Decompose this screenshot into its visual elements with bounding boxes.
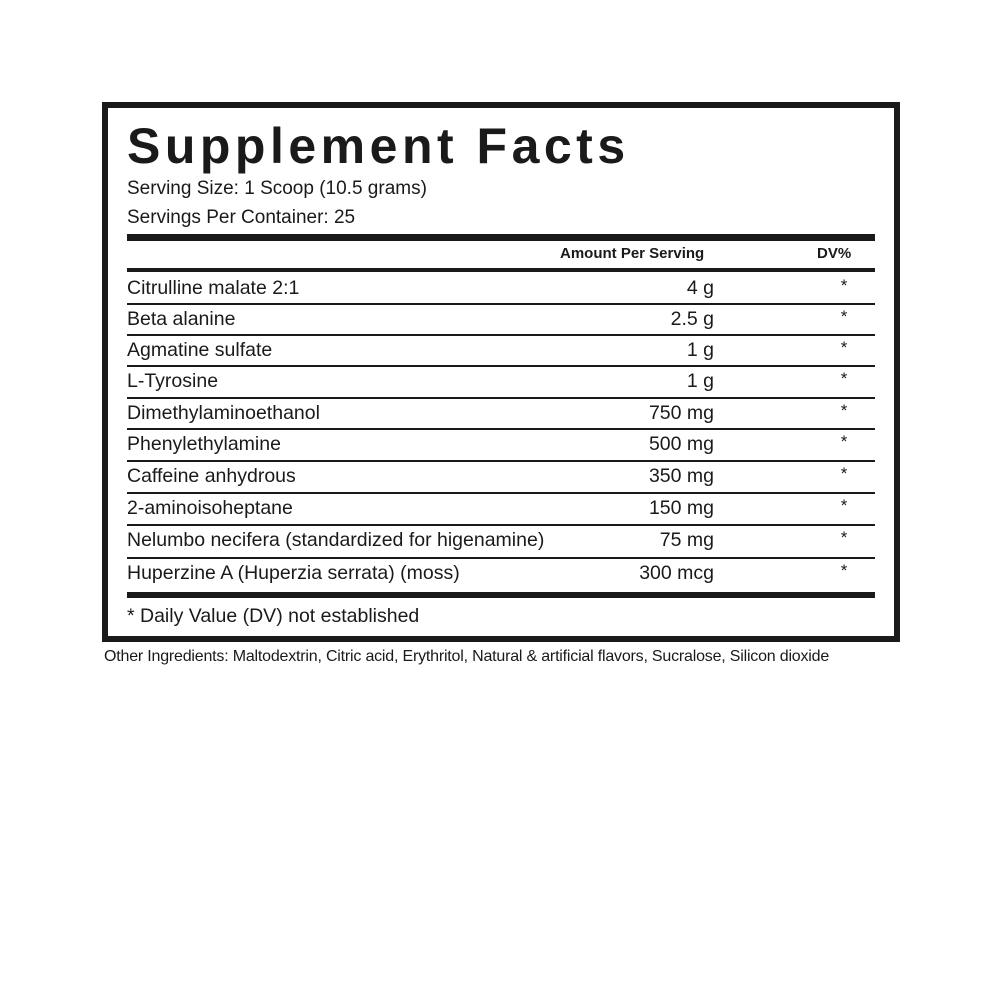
amount-per-serving-header: Amount Per Serving	[560, 245, 705, 262]
ingredient-amount: 1 g	[686, 370, 714, 392]
table-row	[108, 429, 894, 459]
table-row	[108, 335, 894, 365]
ingredient-amount: 150 mg	[648, 497, 714, 519]
ingredient-dv: *	[840, 369, 848, 388]
ingredient-dv: *	[840, 401, 848, 420]
divider-header	[127, 268, 875, 272]
ingredient-dv: *	[840, 276, 848, 295]
ingredient-name: Agmatine sulfate	[127, 339, 273, 361]
ingredient-amount: 300 mcg	[639, 562, 714, 584]
table-row	[108, 461, 894, 491]
divider-thick-bottom	[127, 592, 875, 598]
ingredient-name: 2-aminoisoheptane	[127, 497, 293, 519]
ingredient-name: Citrulline malate 2:1	[127, 277, 300, 299]
panel-title: Supplement Facts	[127, 118, 630, 174]
ingredient-amount: 500 mg	[648, 433, 714, 455]
other-ingredients: Other Ingredients: Maltodextrin, Citric acid, Erythritol, Natural & artificial flavors, Sucralose, Silicon dioxide	[104, 648, 830, 665]
ingredient-dv: *	[840, 432, 848, 451]
table-row	[108, 366, 894, 396]
ingredient-dv: *	[840, 464, 848, 483]
ingredient-name: Caffeine anhydrous	[127, 465, 296, 487]
ingredient-name: L-Tyrosine	[127, 370, 219, 392]
ingredient-name: Huperzine A (Huperzia serrata) (moss)	[127, 562, 460, 584]
divider-thick-top	[127, 234, 875, 241]
ingredient-dv: *	[840, 561, 848, 580]
supplement-facts-panel	[102, 102, 900, 642]
ingredient-name: Dimethylaminoethanol	[127, 402, 320, 424]
ingredient-dv: *	[840, 307, 848, 326]
ingredient-dv: *	[840, 496, 848, 515]
serving-size: Serving Size: 1 Scoop (10.5 grams)	[127, 178, 427, 199]
dv-footnote: * Daily Value (DV) not established	[127, 605, 420, 627]
table-row	[108, 525, 894, 555]
ingredient-amount: 2.5 g	[670, 308, 714, 330]
table-row	[108, 398, 894, 428]
table-row	[108, 493, 894, 523]
dv-header: DV%	[817, 245, 852, 262]
ingredient-amount: 75 mg	[659, 529, 714, 551]
table-row	[108, 558, 894, 588]
ingredient-amount: 1 g	[686, 339, 714, 361]
table-row	[108, 304, 894, 334]
ingredient-name: Beta alanine	[127, 308, 236, 330]
ingredient-name: Phenylethylamine	[127, 433, 281, 455]
ingredient-dv: *	[840, 338, 848, 357]
servings-per-container: Servings Per Container: 25	[127, 207, 356, 228]
ingredient-dv: *	[840, 528, 848, 547]
ingredient-name: Nelumbo necifera (standardized for higenamine)	[127, 529, 545, 551]
ingredient-amount: 350 mg	[648, 465, 714, 487]
ingredient-amount: 4 g	[686, 277, 714, 299]
ingredient-amount: 750 mg	[648, 402, 714, 424]
table-row	[108, 273, 894, 303]
